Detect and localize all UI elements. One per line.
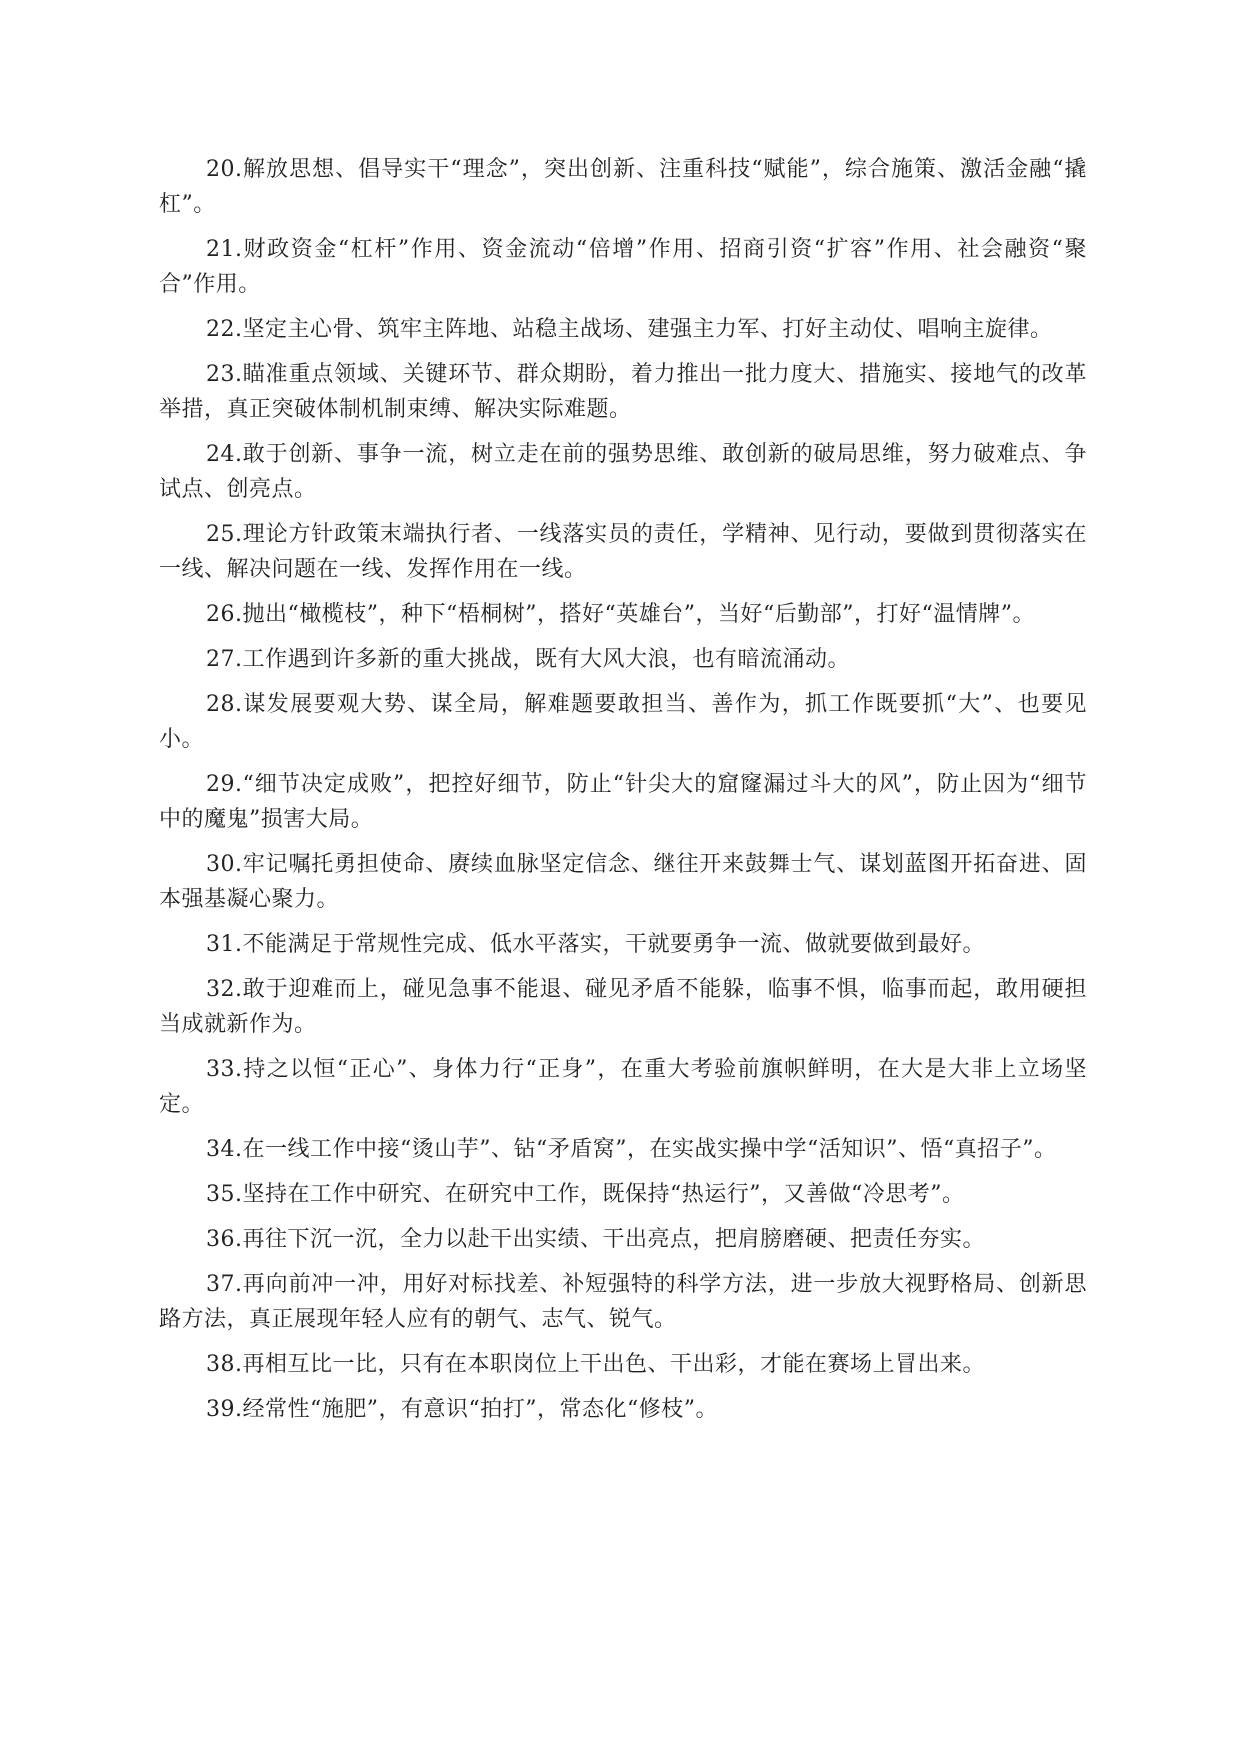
- paragraph-37: 37.再向前冲一冲，用好对标找差、补短强特的科学方法，进一步放大视野格局、创新思路方法，真正展现年轻人应有的朝气、志气、锐气。: [159, 1272, 1087, 1332]
- paragraph-22: 22.坚定主心骨、筑牢主阵地、站稳主战场、建强主力军、打好主动仗、唱响主旋律。: [206, 317, 1053, 342]
- paragraph-26: 26.抛出“橄榄枝”，种下“梧桐树”，搭好“英雄台”，当好“后勤部”，打好“温情牌”。: [206, 602, 1035, 627]
- paragraph-20: 20.解放思想、倡导实干“理念”，突出创新、注重科技“赋能”，综合施策、激活金融“撬杠”。: [159, 157, 1087, 217]
- paragraph-31: 31.不能满足于常规性完成、低水平落实，干就要勇争一流、做就要做到最好。: [206, 932, 985, 957]
- paragraph-21: 21.财政资金“杠杆”作用、资金流动“倍增”作用、招商引资“扩容”作用、社会融资“聚合”作用。: [159, 237, 1087, 297]
- paragraph-29: 29.“细节决定成败”，把控好细节，防止“针尖大的窟窿漏过斗大的风”，防止因为“细节中的魔鬼”损害大局。: [159, 772, 1087, 832]
- paragraph-34: 34.在一线工作中接“烫山芋”、钻“矛盾窝”，在实战实操中学“活知识”、悟“真招子”。: [206, 1137, 1057, 1162]
- paragraph-38: 38.再相互比一比，只有在本职岗位上干出色、干出彩，才能在赛场上冒出来。: [206, 1352, 985, 1377]
- paragraph-23: 23.瞄准重点领域、关键环节、群众期盼，着力推出一批力度大、措施实、接地气的改革举措，真正突破体制机制束缚、解决实际难题。: [159, 362, 1087, 422]
- document-body: [159, 152, 1087, 1437]
- paragraph-35: 35.坚持在工作中研究、在研究中工作，既保持“热运行”，又善做“冷思考”。: [206, 1182, 965, 1207]
- paragraph-27: 27.工作遇到许多新的重大挑战，既有大风大浪，也有暗流涌动。: [206, 647, 850, 672]
- paragraph-25: 25.理论方针政策末端执行者、一线落实员的责任，学精神、见行动，要做到贯彻落实在一线、解决问题在一线、发挥作用在一线。: [159, 522, 1087, 582]
- paragraph-30: 30.牢记嘱托勇担使命、赓续血脉坚定信念、继往开来鼓舞士气、谋划蓝图开拓奋进、固本强基凝心聚力。: [159, 852, 1087, 912]
- paragraph-39: 39.经常性“施肥”，有意识“拍打”，常态化“修枝”。: [206, 1397, 718, 1422]
- paragraph-36: 36.再往下沉一沉，全力以赴干出实绩、干出亮点，把肩膀磨硬、把责任夯实。: [206, 1227, 985, 1252]
- paragraph-24: 24.敢于创新、事争一流，树立走在前的强势思维、敢创新的破局思维，努力破难点、争试点、创亮点。: [159, 442, 1087, 502]
- paragraph-32: 32.敢于迎难而上，碰见急事不能退、碰见矛盾不能躲，临事不惧，临事而起，敢用硬担当成就新作为。: [159, 977, 1087, 1037]
- paragraph-33: 33.持之以恒“正心”、身体力行“正身”，在重大考验前旗帜鲜明，在大是大非上立场坚定。: [159, 1057, 1087, 1117]
- paragraph-28: 28.谋发展要观大势、谋全局，解难题要敢担当、善作为，抓工作既要抓“大”、也要见小。: [159, 692, 1087, 752]
